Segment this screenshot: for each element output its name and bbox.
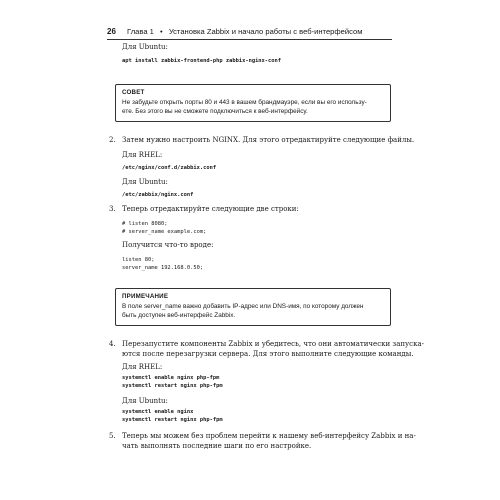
chapter-label: Глава 1 xyxy=(127,27,154,36)
note-line-2: быть доступен веб-интерфейс Zabbix. xyxy=(122,311,236,319)
running-header xyxy=(107,27,392,40)
rhel-systemctl-restart: systemctl restart nginx php-fpm xyxy=(122,383,223,389)
code-after-line-2: server_name 192.168.0.50; xyxy=(122,265,204,271)
result-label: Получится что-то вроде: xyxy=(122,241,214,249)
code-before-line-1: # listen 8080; xyxy=(122,221,168,227)
step4-line-2: ются после перезагрузки сервера. Для этого выполните следующие команды. xyxy=(122,350,414,358)
note-line-1: В поле server_name важно добавить IP-адрес или DNS-имя, по которому должен xyxy=(122,303,364,310)
code-after-line-1: listen 80; xyxy=(122,257,155,263)
ubuntu-systemctl-restart: systemctl restart nginx php-fpm xyxy=(122,417,223,423)
ubuntu-systemctl-enable: systemctl enable nginx xyxy=(122,409,194,415)
ubuntu-nginx-conf-path: /etc/zabbix/nginx.conf xyxy=(122,192,194,198)
rhel-label-1: Для RHEL: xyxy=(122,151,163,159)
header-bullet: • xyxy=(160,27,163,36)
tip-box xyxy=(115,84,391,122)
chapter-title: Установка Zabbix и начало работы с веб-интерфейсом xyxy=(168,27,363,36)
ubuntu-label-1: Для Ubuntu: xyxy=(122,43,168,51)
step2-number: 2. xyxy=(109,136,116,144)
rhel-nginx-conf-path: /etc/nginx/conf.d/zabbix.conf xyxy=(122,165,217,171)
rhel-systemctl-enable: systemctl enable nginx php-fpm xyxy=(122,375,220,381)
page-number: 26 xyxy=(107,27,116,36)
note-box xyxy=(115,288,391,326)
ubuntu-label-2: Для Ubuntu: xyxy=(122,178,168,186)
ubuntu-label-3: Для Ubuntu: xyxy=(122,397,168,405)
rhel-label-2: Для RHEL: xyxy=(122,363,163,371)
step5-line-1: Теперь мы можем без проблем перейти к нашему веб-интерфейсу Zabbix и на- xyxy=(122,432,416,440)
apt-install-command: apt install zabbix-frontend-php zabbix-nginx-conf xyxy=(122,58,282,64)
step4-line-1: Перезапустите компоненты Zabbix и убедитесь, что они автоматически запуска- xyxy=(122,340,424,348)
step3-text: Теперь отредактируйте следующие две строки: xyxy=(122,205,299,213)
step2-text: Затем нужно настроить NGINX. Для этого отредактируйте следующие файлы. xyxy=(122,136,415,144)
step5-number: 5. xyxy=(109,432,116,440)
note-title: ПРИМЕЧАНИЕ xyxy=(122,293,169,300)
step5-line-2: чать выполнять последние шаги по его настройке. xyxy=(122,442,312,450)
tip-line-2: ете. Без этого вы не сможете подключиться к веб-интерфейсу. xyxy=(122,107,308,115)
tip-title: СОВЕТ xyxy=(122,89,145,96)
step4-number: 4. xyxy=(109,340,116,348)
code-before-line-2: # server_name example.com; xyxy=(122,229,207,235)
tip-line-1: Не забудьте открыть порты 80 и 443 в вашем брандмауэре, если вы его использу- xyxy=(122,99,367,106)
step3-number: 3. xyxy=(109,205,116,213)
